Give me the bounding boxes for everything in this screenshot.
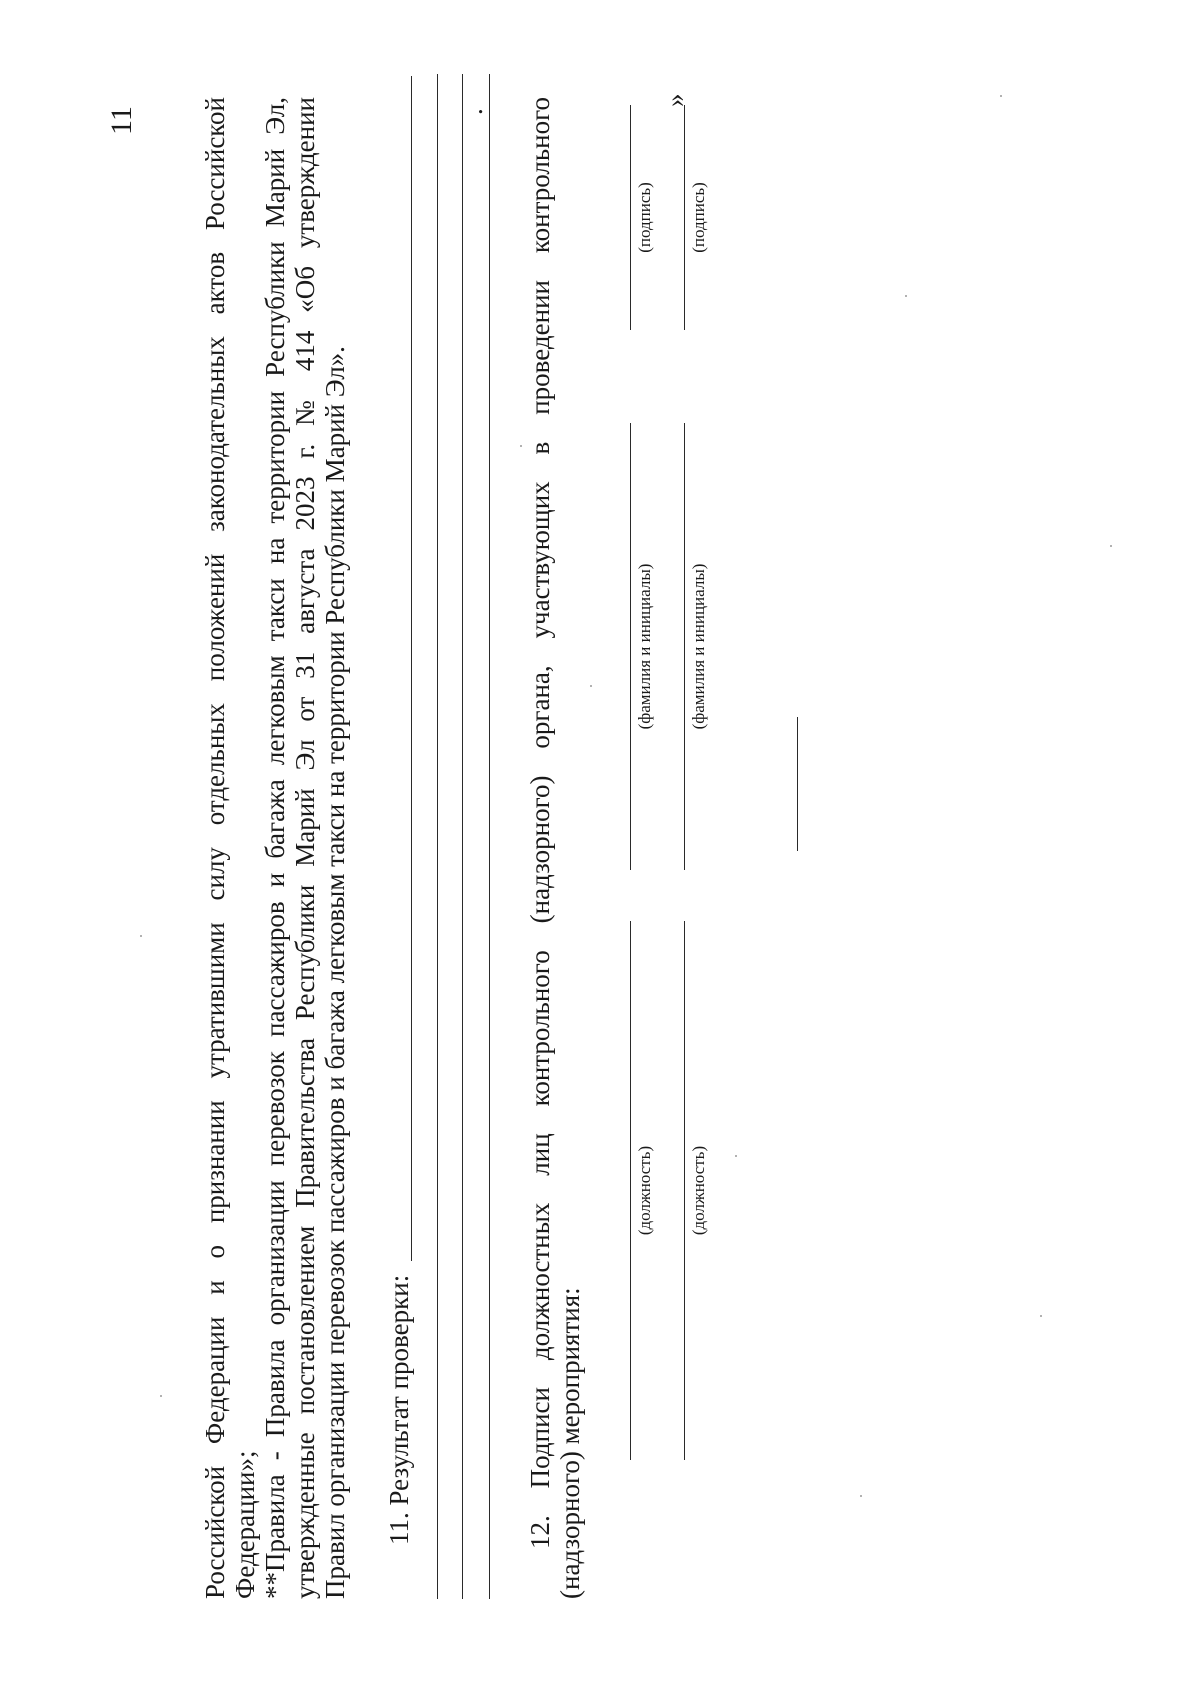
signature-1-signature-line (630, 105, 631, 330)
signature-2-position-caption: (должность) (689, 1145, 708, 1236)
footnote-1-line-1: Российской Федерации и о признании утратившими силу отдельных положений законодательных актов Российской (200, 97, 230, 1599)
signature-2-signature-caption: (подпись) (689, 182, 708, 253)
signatures-heading-line-1: 12. Подписи должностных лиц контрольного (надзорного) органа, участвующих в проведении контрольного (525, 97, 555, 1549)
scan-speck (860, 1495, 862, 1497)
separator-line (797, 717, 798, 851)
scan-speck (1110, 545, 1112, 547)
footnote-2-line-3: Правил организации перевозок пассажиров и багажа легковым такси на территории Республики Марий Эл». (320, 346, 350, 1599)
inspection-result-line-2 (437, 74, 438, 1599)
signatures-heading-line-2: (надзорного) мероприятия: (555, 1287, 585, 1599)
signature-2-name-line (684, 423, 685, 870)
footnote-1-line-2: Федерации»; (230, 1450, 260, 1599)
signature-1-signature-caption: (подпись) (635, 182, 654, 253)
footnote-2-line-2: утвержденные постановлением Правительства Республики Марий Эл от 31 августа 2023 г. № 414 «Об утверждении (290, 97, 320, 1599)
scan-speck (140, 935, 142, 937)
signature-1-position-caption: (должность) (635, 1145, 654, 1236)
scan-speck (735, 1155, 737, 1157)
signature-1-position-line (630, 921, 631, 1460)
page-number: 11 (105, 106, 138, 135)
signature-2-name-caption: (фамилия и инициалы) (689, 563, 708, 730)
inspection-result-line-4 (489, 74, 490, 1599)
inspection-result-label: 11. Результат проверки: (384, 1274, 414, 1545)
scan-speck (1040, 1315, 1042, 1317)
scan-speck (520, 445, 522, 447)
signature-1-name-caption: (фамилия и инициалы) (635, 563, 654, 730)
signature-2-position-line (684, 921, 685, 1460)
inspection-result-trailing-dot: . (458, 108, 488, 115)
scan-speck (590, 685, 592, 687)
footnote-2-line-1: **Правила - Правила организации перевозок пассажиров и багажа легковым такси на территории Республики Марий Эл, (260, 97, 290, 1599)
signature-2-signature-line (684, 105, 685, 330)
scan-speck (160, 1395, 162, 1397)
signature-1-name-line (630, 423, 631, 870)
scan-speck (1000, 95, 1002, 97)
closing-quote-mark: » (660, 93, 690, 107)
scan-speck (905, 295, 907, 297)
inspection-result-line-1 (411, 76, 412, 1261)
inspection-result-line-3 (462, 74, 463, 1599)
